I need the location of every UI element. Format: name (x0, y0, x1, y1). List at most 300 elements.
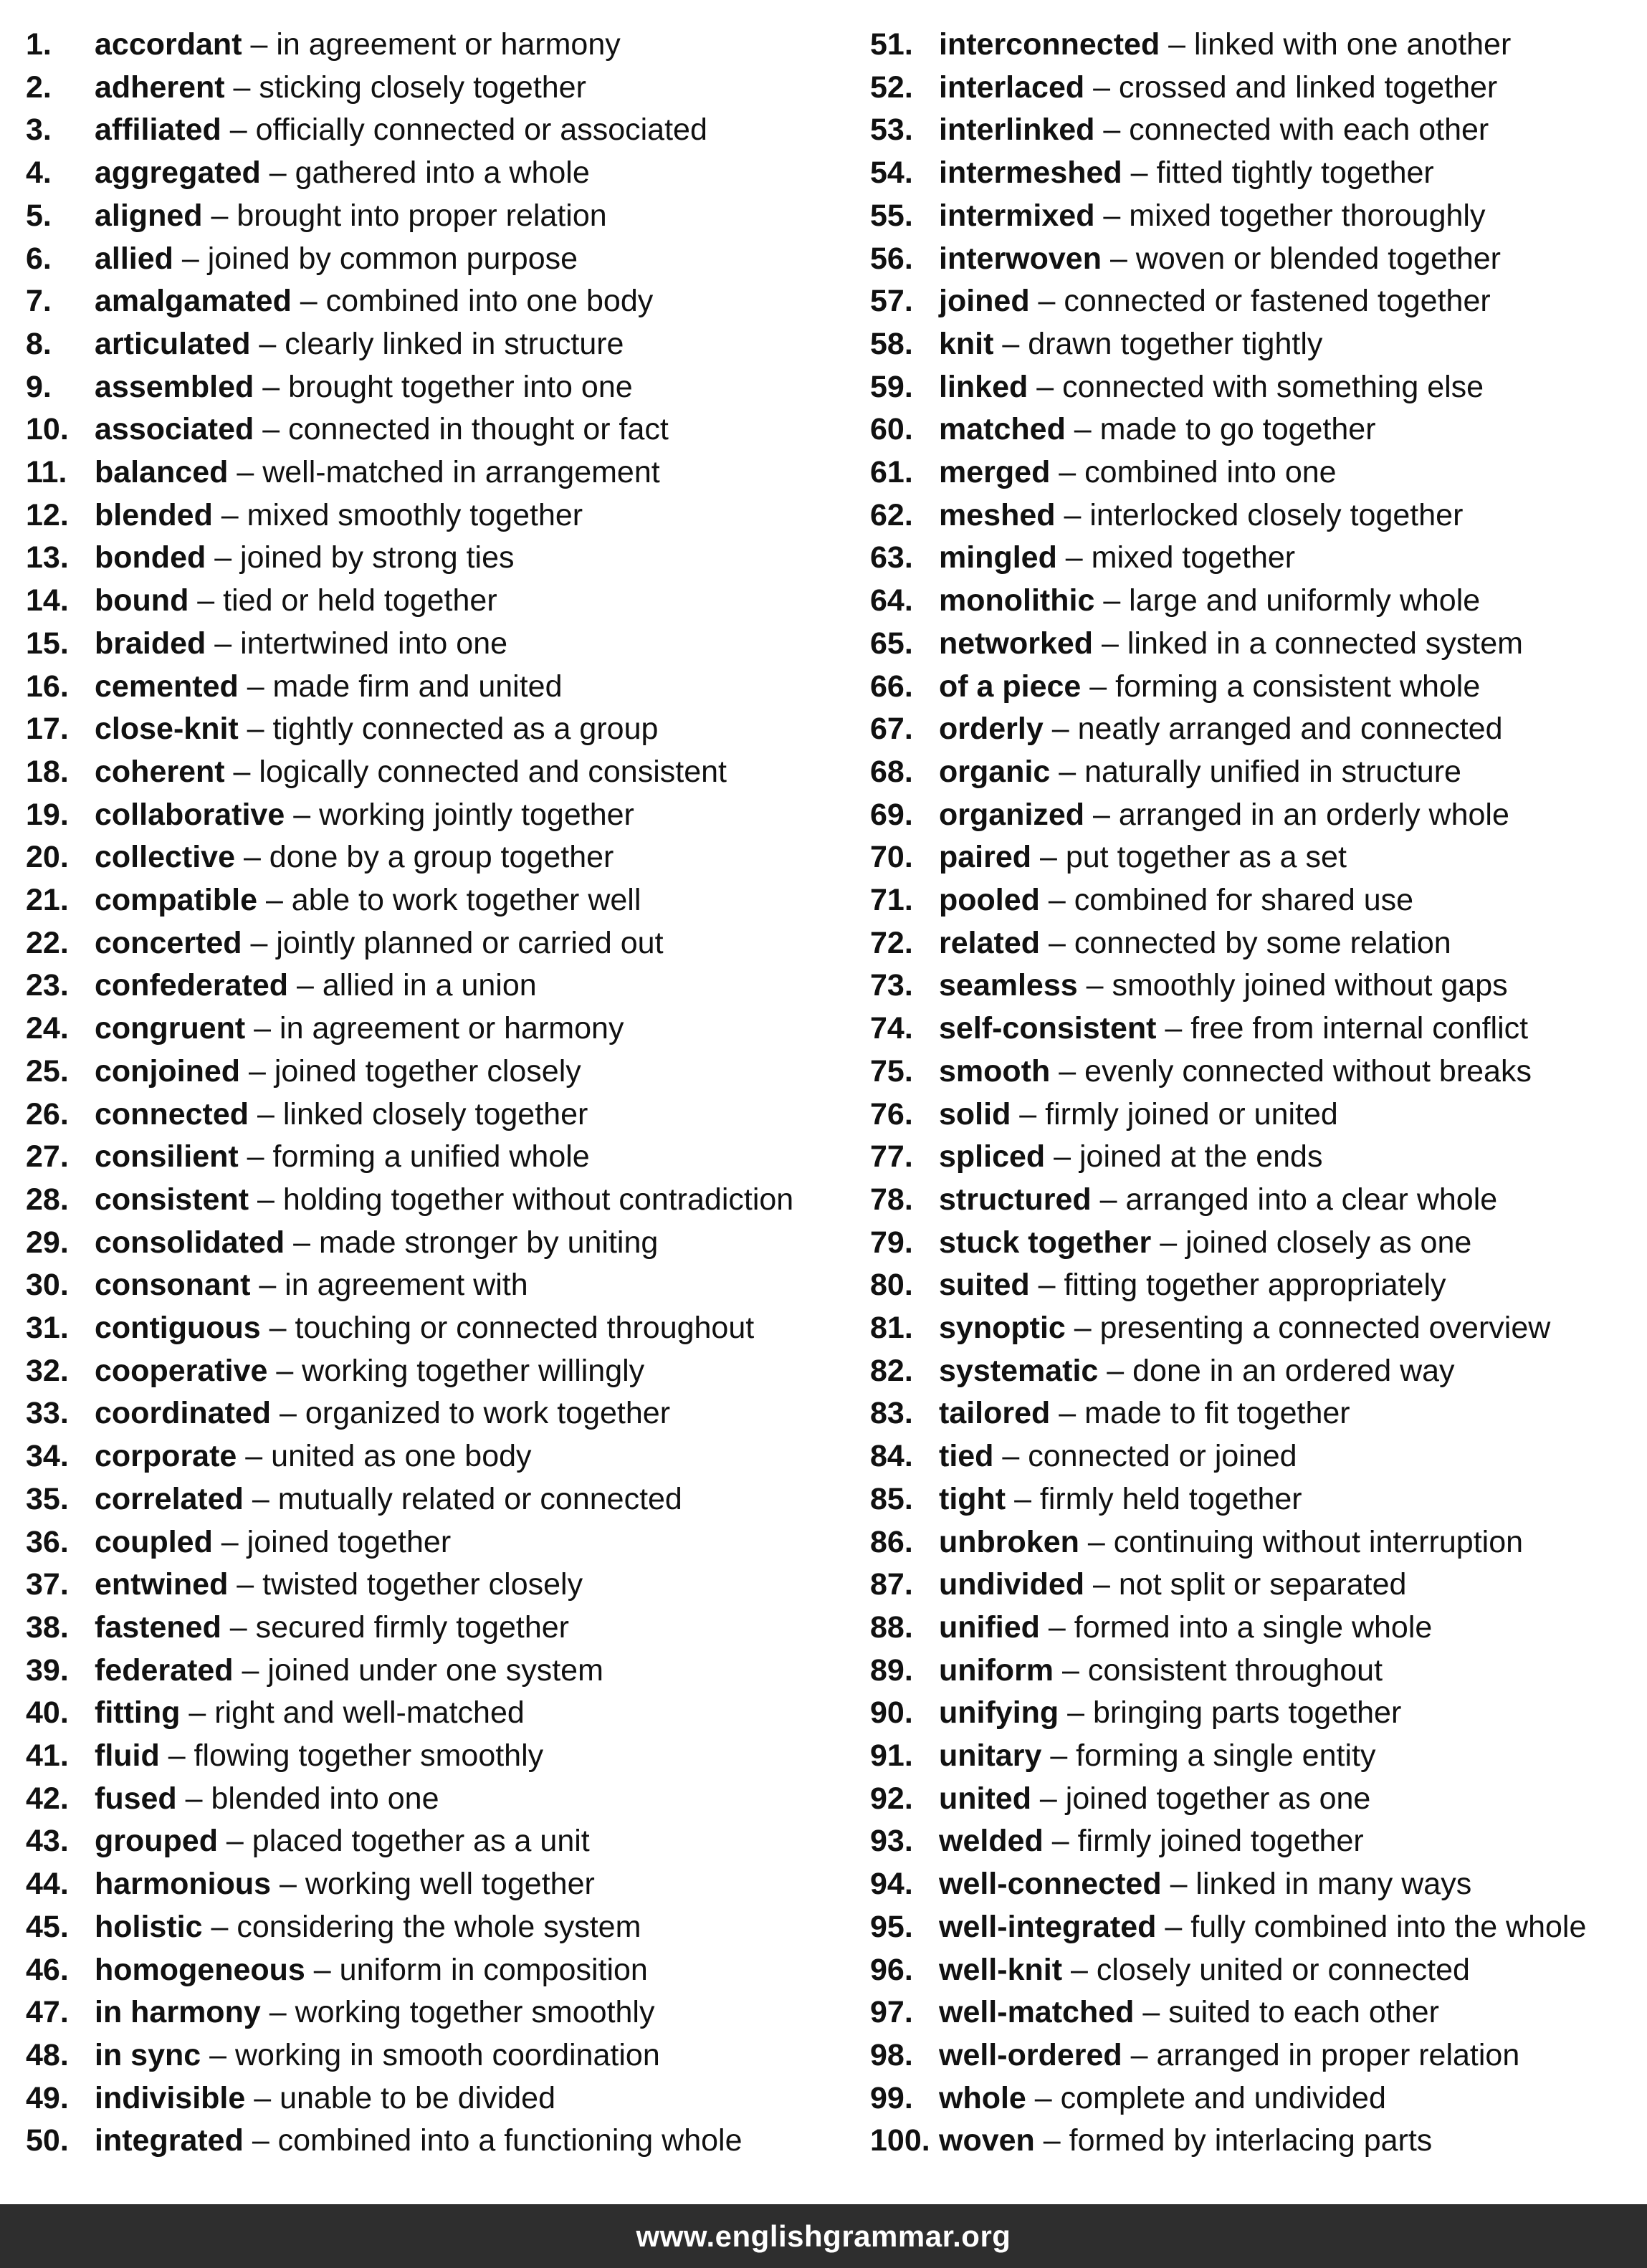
item-definition: – firmly joined or united (1011, 1096, 1338, 1131)
item-number: 97. (870, 1995, 913, 2030)
item-number: 5. (26, 198, 52, 233)
item-definition: – closely united or connected (1062, 1952, 1470, 1987)
item-word: synoptic (939, 1311, 1066, 1345)
item-word: uniform (939, 1652, 1054, 1688)
item-number: 85. (870, 1481, 913, 1516)
item-word: interlinked (939, 113, 1095, 148)
item-text (939, 964, 1508, 1007)
item-text (939, 1178, 1497, 1221)
item-number: 91. (870, 1738, 913, 1773)
item-definition: – fully combined into the whole (1156, 1909, 1587, 1944)
item-text (95, 279, 653, 322)
item-number: 93. (870, 1824, 913, 1859)
item-number: 95. (870, 1909, 913, 1944)
item-text (939, 665, 1480, 708)
item-definition: – connected with something else (1028, 369, 1484, 404)
item-text (95, 707, 658, 750)
item-number: 44. (26, 1867, 69, 1902)
item-word: structured (939, 1182, 1092, 1217)
item-number: 3. (26, 113, 52, 148)
item-definition: – mixed together (1056, 540, 1296, 575)
item-text (95, 1734, 543, 1777)
item-word: mingled (939, 540, 1057, 575)
item-number: 96. (870, 1952, 913, 1987)
item-text (95, 1050, 581, 1093)
item-word: organic (939, 754, 1051, 789)
item-word: fastened (95, 1609, 221, 1645)
item-definition: – made stronger by uniting (285, 1225, 659, 1260)
item-word: meshed (939, 497, 1056, 532)
item-text (939, 1691, 1401, 1734)
item-word: orderly (939, 712, 1044, 747)
item-definition: – considering the whole system (202, 1909, 641, 1944)
item-text (939, 1050, 1532, 1093)
item-definition: – sticking closely together (224, 70, 586, 105)
item-text (939, 1135, 1322, 1178)
item-number: 59. (870, 369, 913, 404)
item-word: unified (939, 1609, 1040, 1645)
item-number: 28. (26, 1182, 69, 1217)
item-word: fused (95, 1781, 177, 1816)
item-number: 75. (870, 1053, 913, 1088)
item-definition: – intertwined into one (206, 626, 508, 661)
item-definition: – formed into a single whole (1039, 1609, 1433, 1645)
word-list-column-right (870, 0, 1644, 2204)
item-word: indivisible (95, 2080, 246, 2115)
footer-bar (0, 2204, 1647, 2268)
item-definition: – done in an ordered way (1098, 1353, 1455, 1388)
item-definition: – large and uniformly whole (1094, 583, 1481, 618)
item-definition: – presenting a connected overview (1065, 1311, 1551, 1345)
item-word: holistic (95, 1909, 203, 1944)
item-text (95, 494, 583, 537)
item-text (95, 1948, 648, 1991)
item-number: 29. (26, 1225, 69, 1260)
item-definition: – brought together into one (254, 369, 633, 404)
item-definition: – organized to work together (271, 1396, 671, 1431)
item-definition: – right and well-matched (180, 1695, 525, 1731)
item-definition: – logically connected and consistent (224, 754, 727, 789)
item-text (939, 2077, 1386, 2120)
item-text (939, 1007, 1528, 1050)
item-text (95, 922, 664, 965)
item-word: in sync (95, 2037, 201, 2072)
item-number: 84. (870, 1439, 913, 1474)
item-text (95, 408, 669, 451)
item-number: 47. (26, 1995, 69, 2030)
item-word: well-ordered (939, 2037, 1122, 2072)
item-word: seamless (939, 968, 1078, 1003)
item-text (939, 1221, 1471, 1264)
item-number: 98. (870, 2037, 913, 2072)
item-text (95, 237, 578, 280)
item-number: 69. (870, 797, 913, 832)
item-word: affiliated (95, 113, 221, 148)
item-number: 32. (26, 1353, 69, 1388)
item-word: congruent (95, 1011, 246, 1046)
item-definition: – fitting together appropriately (1029, 1268, 1446, 1303)
item-word: linked (939, 369, 1028, 404)
item-definition: – naturally unified in structure (1050, 754, 1461, 789)
item-number: 78. (870, 1182, 913, 1217)
item-text (95, 1691, 525, 1734)
item-text (939, 1263, 1446, 1306)
item-number: 48. (26, 2037, 69, 2072)
item-word: consonant (95, 1268, 251, 1303)
item-word: collective (95, 840, 235, 875)
item-definition: – joined by common purpose (173, 241, 578, 276)
item-definition: – placed together as a unit (217, 1824, 590, 1859)
item-number: 40. (26, 1695, 69, 1731)
item-word: compatible (95, 883, 257, 917)
item-word: entwined (95, 1567, 229, 1602)
item-number: 4. (26, 155, 52, 191)
item-text (95, 1819, 590, 1862)
item-word: consistent (95, 1182, 249, 1217)
item-text (95, 2034, 660, 2077)
item-number: 83. (870, 1396, 913, 1431)
item-number: 11. (26, 455, 67, 489)
item-word: consolidated (95, 1225, 285, 1260)
item-text (939, 622, 1523, 665)
item-text (95, 1392, 670, 1435)
item-word: well-matched (939, 1995, 1135, 2030)
item-word: bound (95, 583, 189, 618)
item-text (95, 322, 624, 365)
item-definition: – working together smoothly (260, 1995, 655, 2030)
item-definition: – working well together (271, 1867, 595, 1902)
item-text (95, 194, 607, 237)
item-number: 7. (26, 284, 52, 319)
item-number: 49. (26, 2080, 69, 2115)
item-number: 25. (26, 1053, 69, 1088)
item-word: monolithic (939, 583, 1095, 618)
item-definition: – mutually related or connected (243, 1481, 682, 1516)
item-number: 50. (26, 2123, 69, 2158)
item-word: stuck together (939, 1225, 1152, 1260)
item-definition: – joined together as one (1031, 1781, 1371, 1816)
item-number: 2. (26, 70, 52, 105)
item-number: 55. (870, 198, 913, 233)
item-text (939, 108, 1489, 151)
item-text (939, 750, 1461, 793)
item-text (95, 793, 634, 836)
item-number: 72. (870, 925, 913, 960)
item-number: 6. (26, 241, 52, 276)
item-word: welded (939, 1824, 1044, 1859)
item-definition: – formed by interlacing parts (1034, 2123, 1433, 2158)
item-word: unifying (939, 1695, 1059, 1731)
item-text (939, 322, 1322, 365)
item-word: whole (939, 2080, 1026, 2115)
item-text (95, 1649, 603, 1692)
item-word: close-knit (95, 712, 239, 747)
item-number: 58. (870, 326, 913, 361)
item-number: 82. (870, 1353, 913, 1388)
item-number: 20. (26, 840, 69, 875)
item-number: 39. (26, 1652, 69, 1688)
item-word: aggregated (95, 155, 261, 191)
item-text (939, 836, 1347, 879)
item-text (95, 964, 537, 1007)
item-word: tied (939, 1439, 994, 1474)
item-number: 42. (26, 1781, 69, 1816)
item-text (939, 1563, 1406, 1606)
item-number: 56. (870, 241, 913, 276)
item-text (939, 2119, 1432, 2162)
item-number: 80. (870, 1268, 913, 1303)
item-definition: – joined together closely (240, 1053, 581, 1088)
item-word: self-consistent (939, 1011, 1157, 1046)
item-definition: – mixed together thoroughly (1094, 198, 1486, 233)
item-number: 67. (870, 712, 913, 747)
item-number: 81. (870, 1311, 913, 1345)
item-number: 35. (26, 1481, 69, 1516)
item-definition: – made firm and united (238, 669, 563, 704)
item-text (939, 2034, 1519, 2077)
item-definition: – joined at the ends (1045, 1139, 1323, 1174)
item-text (939, 1948, 1470, 1991)
item-text (939, 1521, 1523, 1564)
item-definition: – suited to each other (1134, 1995, 1439, 2030)
item-definition: – made to go together (1065, 412, 1376, 447)
item-definition: – fitted tightly together (1122, 155, 1434, 191)
item-word: confederated (95, 968, 289, 1003)
item-definition: – secured firmly together (221, 1609, 570, 1645)
item-text (939, 1649, 1383, 1692)
item-definition: – joined under one system (233, 1652, 603, 1688)
item-word: unitary (939, 1738, 1042, 1773)
item-definition: – connected by some relation (1040, 925, 1451, 960)
item-number: 54. (870, 155, 913, 191)
item-definition: – forming a unified whole (238, 1139, 590, 1174)
item-text (95, 23, 621, 66)
item-word: aligned (95, 198, 203, 233)
item-word: matched (939, 412, 1066, 447)
item-definition: – woven or blended together (1102, 241, 1502, 276)
item-definition: – joined together (212, 1524, 452, 1559)
item-definition: – clearly linked in structure (250, 326, 624, 361)
item-definition: – smoothly joined without gaps (1077, 968, 1508, 1003)
item-number: 14. (26, 583, 69, 618)
item-text (939, 1306, 1550, 1349)
word-list-column-left (26, 0, 850, 2204)
item-text (939, 1862, 1471, 1905)
item-number: 74. (870, 1011, 913, 1046)
item-definition: – flowing together smoothly (159, 1738, 544, 1773)
item-number: 19. (26, 797, 69, 832)
item-text (939, 879, 1413, 922)
item-number: 13. (26, 540, 69, 575)
item-definition: – evenly connected without breaks (1050, 1053, 1532, 1088)
item-definition: – connected in thought or fact (254, 412, 669, 447)
item-word: integrated (95, 2123, 244, 2158)
item-text (95, 622, 507, 665)
item-definition: – not split or separated (1084, 1567, 1407, 1602)
item-number: 9. (26, 369, 52, 404)
item-text (939, 1435, 1297, 1478)
item-number: 24. (26, 1011, 69, 1046)
item-definition: – bringing parts together (1059, 1695, 1402, 1731)
item-word: in harmony (95, 1995, 261, 2030)
item-definition: – able to work together well (257, 883, 641, 917)
item-number: 17. (26, 712, 69, 747)
item-number: 33. (26, 1396, 69, 1431)
item-number: 10. (26, 412, 69, 447)
item-text (95, 665, 563, 708)
item-word: spliced (939, 1139, 1046, 1174)
item-text (95, 1777, 439, 1820)
item-definition: – neatly arranged and connected (1043, 712, 1503, 747)
item-number: 12. (26, 497, 69, 532)
item-number: 22. (26, 925, 69, 960)
item-word: fluid (95, 1738, 160, 1773)
item-text (95, 151, 590, 194)
item-number: 63. (870, 540, 913, 575)
item-text (95, 836, 614, 879)
item-word: suited (939, 1268, 1030, 1303)
item-word: conjoined (95, 1053, 241, 1088)
item-text (939, 1991, 1439, 2034)
item-text (95, 2077, 555, 2120)
item-number: 100. (870, 2123, 930, 2158)
item-text (939, 1819, 1364, 1862)
item-text (939, 922, 1451, 965)
item-definition: – connected or joined (993, 1439, 1297, 1474)
item-number: 61. (870, 455, 913, 489)
item-definition: – arranged into a clear whole (1091, 1182, 1498, 1217)
item-word: corporate (95, 1439, 237, 1474)
item-word: homogeneous (95, 1952, 305, 1987)
item-number: 65. (870, 626, 913, 661)
item-definition: – in agreement or harmony (242, 27, 621, 62)
item-text (95, 1478, 682, 1521)
item-definition: – crossed and linked together (1084, 70, 1498, 105)
item-word: solid (939, 1096, 1011, 1131)
item-word: organized (939, 797, 1085, 832)
item-text (939, 1606, 1432, 1649)
footer-website[interactable]: www.englishgrammar.org (636, 2219, 1011, 2253)
item-word: paired (939, 840, 1032, 875)
item-text (95, 1178, 793, 1221)
item-number: 88. (870, 1609, 913, 1645)
item-definition: – allied in a union (288, 968, 537, 1003)
item-definition: – free from internal conflict (1156, 1011, 1529, 1046)
item-text (939, 1478, 1302, 1521)
item-number: 77. (870, 1139, 913, 1174)
item-definition: – jointly planned or carried out (242, 925, 664, 960)
item-number: 60. (870, 412, 913, 447)
item-word: knit (939, 326, 994, 361)
item-text (939, 1734, 1375, 1777)
item-text (939, 494, 1463, 537)
item-text (95, 879, 641, 922)
item-definition: – connected or fastened together (1029, 284, 1491, 319)
item-number: 21. (26, 883, 69, 917)
item-number: 31. (26, 1311, 69, 1345)
item-number: 18. (26, 754, 69, 789)
item-definition: – combined for shared use (1039, 883, 1414, 917)
item-number: 37. (26, 1567, 69, 1602)
item-word: well-connected (939, 1867, 1162, 1902)
item-definition: – unable to be divided (245, 2080, 556, 2115)
item-word: interlaced (939, 70, 1085, 105)
item-number: 8. (26, 326, 52, 361)
item-text (95, 1093, 588, 1136)
item-word: intermixed (939, 198, 1095, 233)
item-definition: – interlocked closely together (1055, 497, 1464, 532)
item-definition: – well-matched in arrangement (228, 455, 660, 489)
item-number: 51. (870, 27, 913, 62)
item-text (939, 151, 1434, 194)
item-definition: – officially connected or associated (221, 113, 707, 148)
item-definition: – working in smooth coordination (201, 2037, 660, 2072)
item-definition: – drawn together tightly (993, 326, 1323, 361)
item-word: well-knit (939, 1952, 1063, 1987)
item-text (95, 1007, 624, 1050)
item-definition: – united as one body (237, 1439, 532, 1474)
item-text (939, 1093, 1338, 1136)
item-text (939, 66, 1497, 109)
item-definition: – uniform in composition (305, 1952, 648, 1987)
item-definition: – brought into proper relation (202, 198, 607, 233)
item-text (939, 23, 1511, 66)
item-word: assembled (95, 369, 254, 404)
item-word: concerted (95, 925, 242, 960)
item-number: 27. (26, 1139, 69, 1174)
item-text (95, 1221, 658, 1264)
item-text (95, 2119, 743, 2162)
item-definition: – made to fit together (1050, 1396, 1350, 1431)
item-word: interconnected (939, 27, 1160, 62)
item-number: 70. (870, 840, 913, 875)
item-word: collaborative (95, 797, 285, 832)
item-definition: – in agreement with (250, 1268, 528, 1303)
item-number: 76. (870, 1096, 913, 1131)
item-word: tight (939, 1481, 1006, 1516)
item-number: 86. (870, 1524, 913, 1559)
item-word: of a piece (939, 669, 1082, 704)
item-definition: – touching or connected throughout (260, 1311, 755, 1345)
item-number: 68. (870, 754, 913, 789)
item-text (95, 108, 707, 151)
item-definition: – firmly joined together (1043, 1824, 1364, 1859)
item-word: smooth (939, 1053, 1051, 1088)
item-number: 52. (870, 70, 913, 105)
item-word: well-integrated (939, 1909, 1157, 1944)
item-text (939, 707, 1502, 750)
item-text (95, 1263, 528, 1306)
item-number: 23. (26, 968, 69, 1003)
item-definition: – holding together without contradiction (249, 1182, 794, 1217)
item-number: 57. (870, 284, 913, 319)
item-number: 15. (26, 626, 69, 661)
item-number: 62. (870, 497, 913, 532)
item-word: intermeshed (939, 155, 1122, 191)
item-number: 99. (870, 2080, 913, 2115)
item-number: 90. (870, 1695, 913, 1731)
item-text (95, 1135, 590, 1178)
item-word: cemented (95, 669, 239, 704)
item-word: contiguous (95, 1311, 261, 1345)
item-number: 36. (26, 1524, 69, 1559)
item-definition: – blended into one (176, 1781, 439, 1816)
item-definition: – arranged in an orderly whole (1084, 797, 1509, 832)
item-text (95, 1991, 655, 2034)
item-word: joined (939, 284, 1030, 319)
item-text (939, 579, 1480, 622)
item-word: cooperative (95, 1353, 268, 1388)
